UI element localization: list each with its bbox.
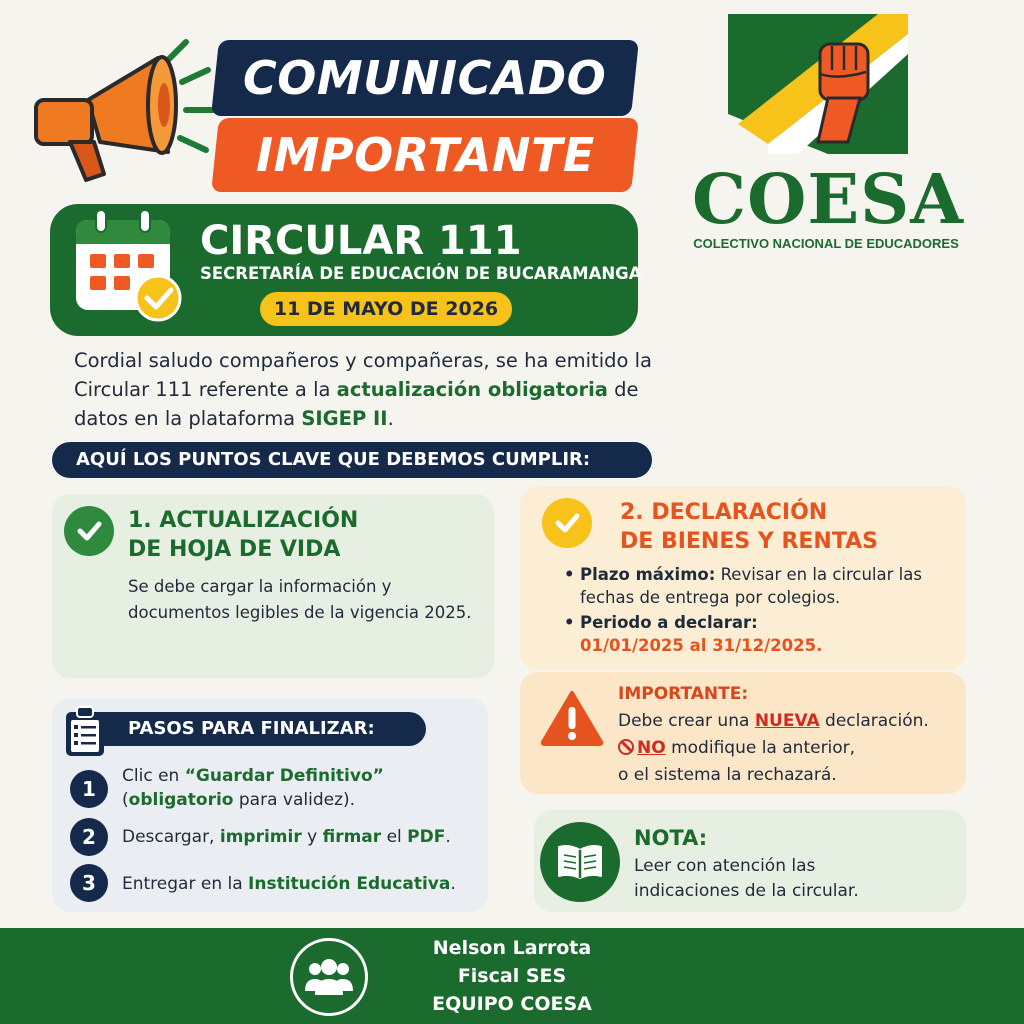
step-highlight: obligatorio [128, 790, 234, 810]
circular-title: CIRCULAR 111 [200, 218, 522, 264]
intro-text: de datos en la plataforma [74, 378, 639, 430]
step-text-part: ( [122, 790, 129, 810]
important-text-part: modifique la anterior, [665, 738, 856, 758]
steps-title: PASOS PARA FINALIZAR: [96, 712, 426, 746]
footer-role: Fiscal SES [457, 965, 567, 987]
card-assets-title-line: 2. DECLARACIÓN [620, 500, 828, 525]
note-line: Leer con atención las [634, 856, 816, 876]
step-1-text [122, 764, 384, 812]
card-cv-text-line: documentos legibles de la vigencia 2025. [128, 603, 472, 622]
list-item [562, 563, 952, 609]
circular-date-badge: 11 DE MAYO DE 2026 [260, 292, 512, 326]
team-icon [290, 938, 368, 1016]
step-highlight: “Guardar Definitivo” [184, 766, 384, 786]
footer-name: Nelson Larrota [432, 937, 592, 959]
footer-team: EQUIPO COESA [432, 993, 592, 1015]
intro-text: Cordial saludo compañeros y compañeras, se ha emitido la Circular 111 referente a la [74, 349, 652, 401]
title-line-1: COMUNICADO [243, 51, 607, 105]
card-cv-text [128, 574, 472, 626]
check-icon [64, 506, 114, 556]
declaration-period: 01/01/2025 al 31/12/2025. [580, 636, 823, 655]
megaphone-icon [18, 30, 228, 200]
intro-text: . [387, 407, 394, 430]
check-icon [542, 498, 592, 548]
intro-highlight-update: actualización obligatoria [336, 378, 608, 401]
title-line-2: IMPORTANTE [255, 128, 595, 182]
title-banner-top [211, 40, 639, 116]
step-text-part: . [450, 874, 456, 894]
clipboard-icon [64, 706, 106, 758]
step-text-part: Clic en [122, 766, 185, 786]
card-assets-title [620, 498, 878, 556]
step-text-part: . [445, 827, 451, 847]
warning-icon [540, 690, 604, 746]
note-title: NOTA: [634, 826, 708, 850]
important-text-part: declaración. [819, 711, 929, 731]
list-item-label: Periodo a declarar: [580, 613, 758, 632]
list-item-text: Revisar en la circular las fechas de entrega por colegios. [580, 565, 922, 607]
important-title: IMPORTANTE: [618, 684, 749, 704]
circular-subtitle: SECRETARÍA DE EDUCACIÓN DE BUCARAMANGA [200, 264, 642, 283]
list-item-label: Plazo máximo: [580, 565, 716, 584]
list-item [562, 611, 952, 657]
step-text-part: el [381, 827, 408, 847]
important-emphasis-no: NO [637, 738, 666, 758]
card-cv-title-line: DE HOJA DE VIDA [128, 537, 341, 562]
coesa-logo-icon [728, 14, 928, 164]
logo-subtitle: COLECTIVO NACIONAL DE EDUCADORES [693, 236, 959, 251]
footer-signature [380, 934, 644, 1018]
note-line: indicaciones de la circular. [634, 881, 859, 901]
key-points-banner: AQUÍ LOS PUNTOS CLAVE QUE DEBEMOS CUMPLIR: [52, 442, 652, 478]
book-icon [540, 822, 620, 902]
step-highlight: imprimir [219, 827, 302, 847]
step-number: 1 [70, 770, 108, 808]
important-emphasis-new: NUEVA [754, 711, 820, 731]
step-text-part: Descargar, [122, 827, 220, 847]
prohibited-icon [618, 739, 634, 755]
card-assets-title-line: DE BIENES Y RENTAS [620, 529, 879, 554]
calendar-check-icon [72, 206, 184, 322]
important-text [618, 708, 929, 789]
note-text [634, 854, 859, 904]
step-text-part: para validez). [233, 790, 356, 810]
card-assets-list [562, 563, 952, 659]
step-2-text [122, 825, 451, 849]
intro-paragraph [74, 346, 664, 433]
card-cv-title-line: 1. ACTUALIZACIÓN [128, 508, 359, 533]
step-highlight: Institución Educativa [248, 874, 451, 894]
important-line [618, 708, 929, 735]
card-cv-title [128, 506, 358, 564]
step-number: 2 [70, 818, 108, 856]
important-line [618, 735, 929, 762]
step-text-part: y [301, 827, 323, 847]
step-highlight: PDF [407, 827, 446, 847]
title-banner-bottom [211, 118, 639, 192]
important-line: o el sistema la rechazará. [618, 765, 837, 785]
step-highlight: firmar [322, 827, 382, 847]
intro-highlight-sigep: SIGEP II [301, 407, 388, 430]
logo-wordmark: COESA [691, 160, 965, 240]
step-text-part: Entregar en la [122, 874, 249, 894]
card-cv-text-line: Se debe cargar la información y [128, 577, 392, 596]
important-text-part: Debe crear una [618, 711, 755, 731]
step-number: 3 [70, 864, 108, 902]
step-3-text [122, 872, 456, 896]
